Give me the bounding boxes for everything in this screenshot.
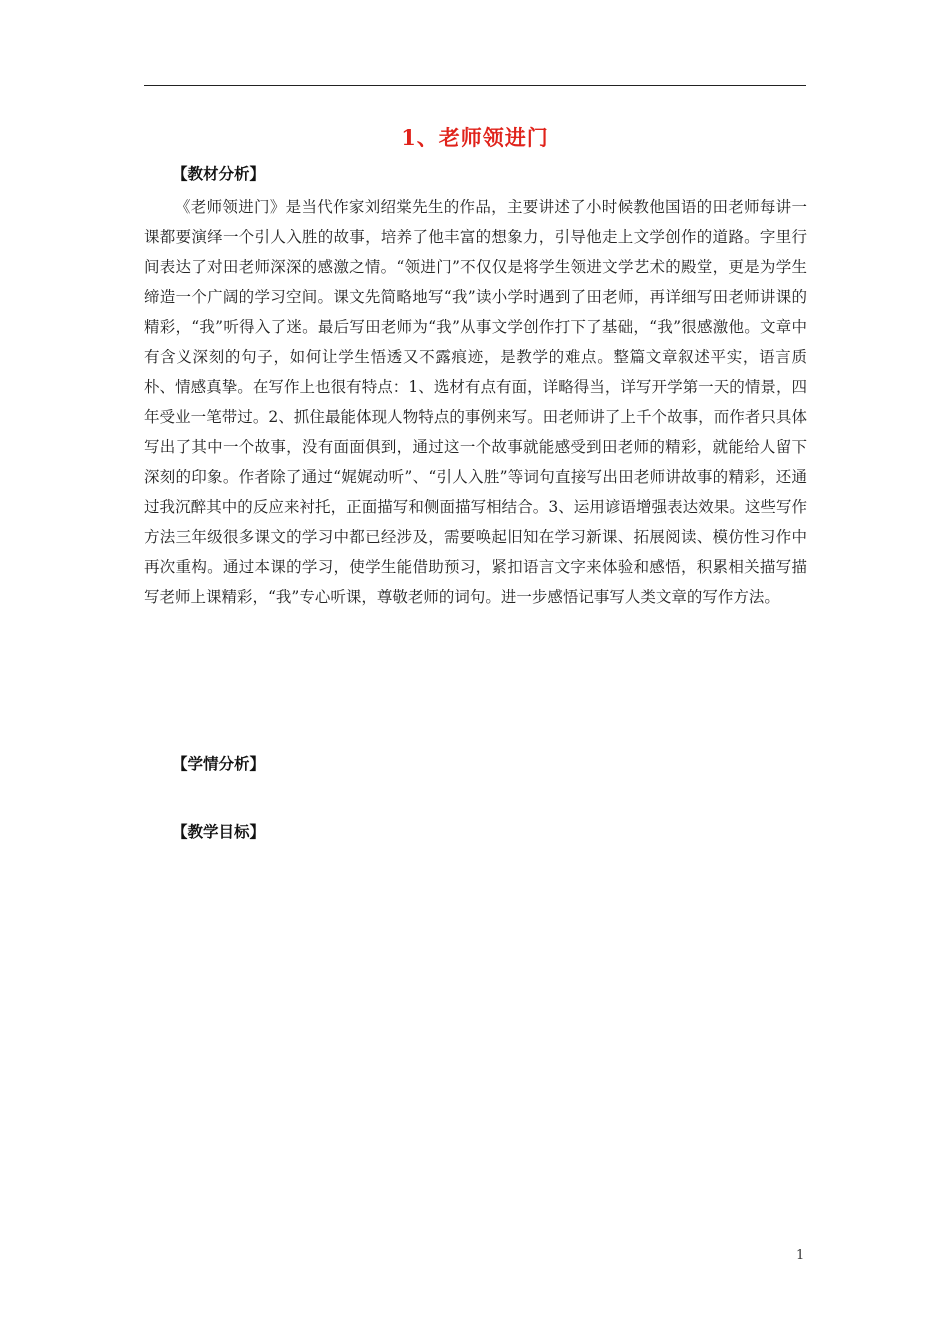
section-heading-teaching-goals: 【教学目标】 bbox=[172, 822, 266, 841]
header-rule bbox=[144, 85, 806, 86]
page-title: 1、老师领进门 bbox=[401, 125, 549, 150]
page-number: 1 bbox=[796, 1248, 805, 1263]
section-heading-student-analysis: 【学情分析】 bbox=[172, 754, 266, 773]
section-heading-textbook-analysis: 【教材分析】 bbox=[172, 164, 266, 183]
section-body-textbook-analysis: 《老师领进门》是当代作家刘绍棠先生的作品，主要讲述了小时候教他国语的田老师每讲一课都要演绎一个引人入胜的故事，培养了他丰富的想象力，引导他走上文学创作的道路。字里行间表达了对田老师深深的感激之情。“领进门”不仅仅是将学生领进文学艺术的殿堂，更是为学生缔造一个广阔的学习空间。课文先简略地写“我”读小学时遇到了田老师，再详细写田老师讲课的精彩，“我”听得入了迷。最后写田老师为“我”从事文学创作打下了基础，“我”很感激他。文章中有含义深刻的句子，如何让学生悟透又不露痕迹，是教学的难点。整篇文章叙述平实，语言质朴、情感真挚。在写作上也很有特点：1、选材有点有面，详略得当，详写开学第一天的情景，四年受业一笔带过。2、抓住最能体现人物特点的事例来写。田老师讲了上千个故事，而作者只具体写出了其中一个故事，没有面面俱到，通过这一个故事就能感受到田老师的精彩，就能给人留下深刻的印象。作者除了通过“娓娓动听”、“引人入胜”等词句直接写出田老师讲故事的精彩，还通过我沉醉其中的反应来衬托，正面描写和侧面描写相结合。3、运用谚语增强表达效果。这些写作方法三年级很多课文的学习中都已经涉及，需要唤起旧知在学习新课、拓展阅读、模仿性习作中再次重构。通过本课的学习，使学生能借助预习，紧扣语言文字来体验和感悟，积累相关描写描写老师上课精彩，“我”专心听课，尊敬老师的词句。进一步感悟记事写人类文章的写作方法。 bbox=[144, 198, 807, 606]
